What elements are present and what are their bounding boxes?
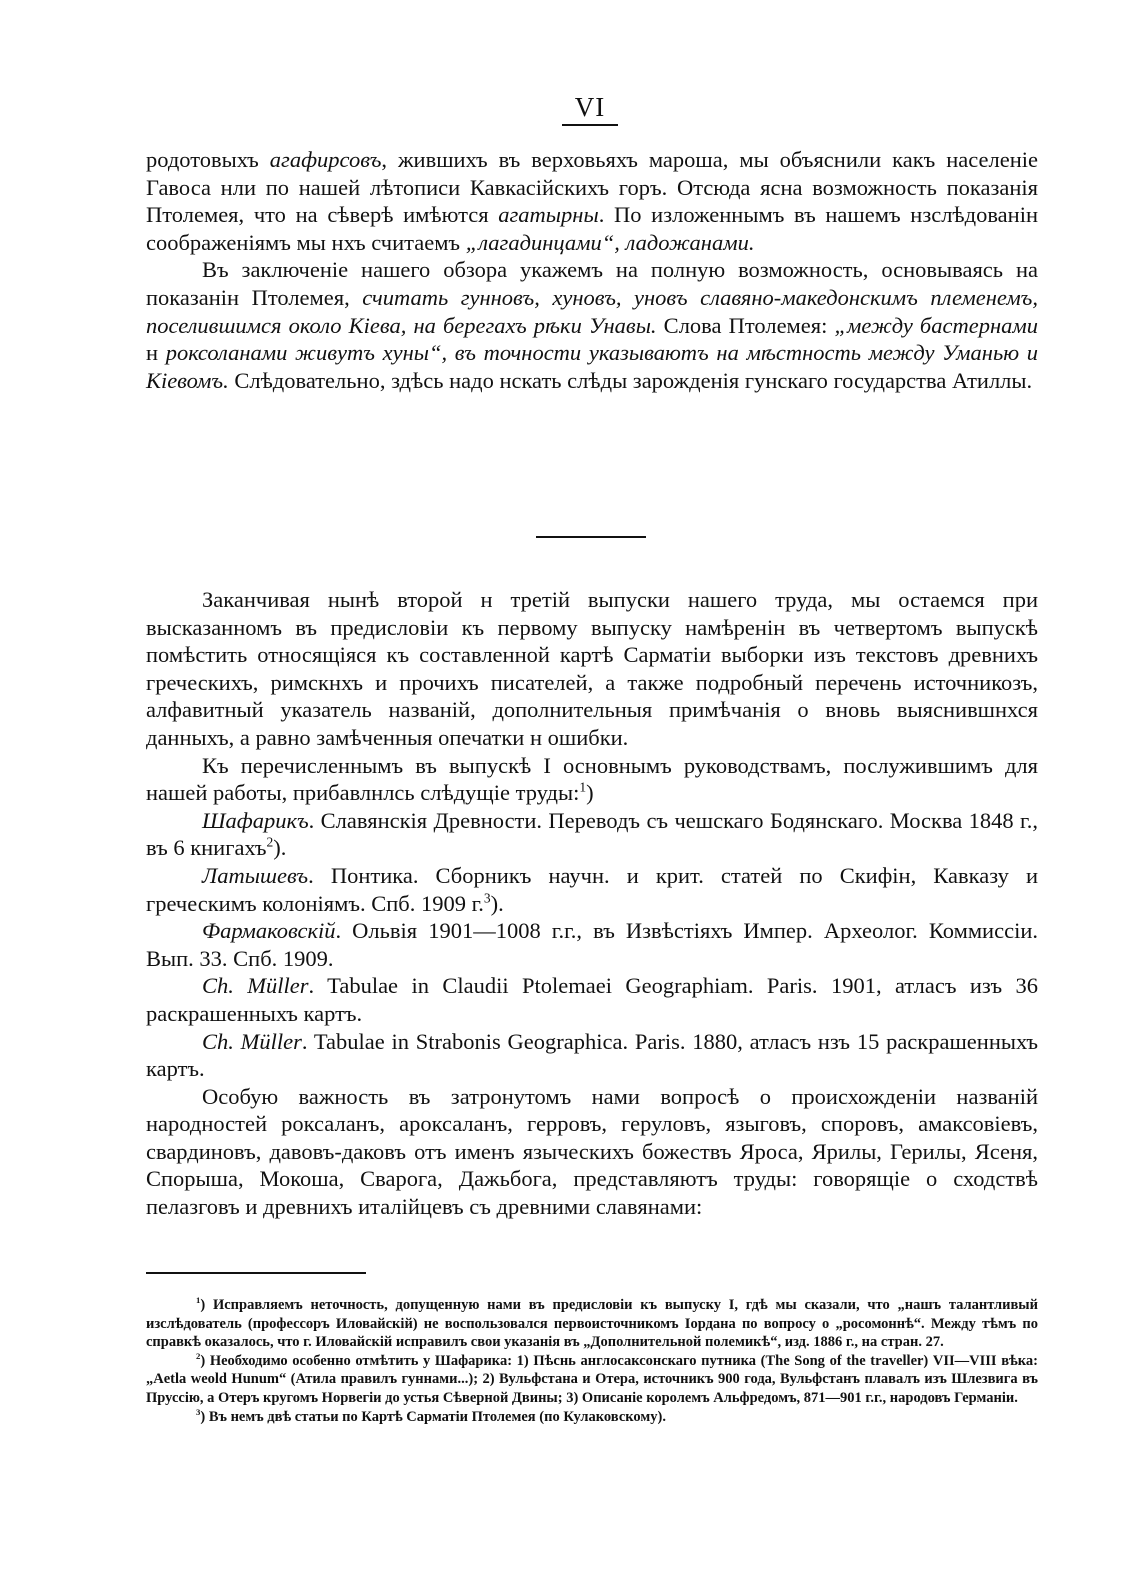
paragraph-sources-intro: Къ перечисленнымъ въ выпускѣ I основнымъ руководствамъ, послужившимъ для нашей работы, прибавлнлсь слѣдущіе труды:$^1$) [146, 752, 1038, 806]
reference-item: Шафарикъ. Славянскія Древности. Переводъ съ чешскаго Бодянскаго. Москва 1848 г., въ 6 книгахъ$^2$). [146, 807, 1038, 861]
reference-item: Фармаковскій. Ольвія 1901—1008 г.г., въ Извѣстіяхъ Импер. Археолог. Коммиссіи. Вып. 33. Спб. 1909. [146, 918, 1038, 971]
paragraph-concluding-issues: Заканчивая нынѣ второй н третій выпуски нашего труда, мы остаемся при высказанномъ въ предисловіи къ первому выпуску намѣренін въ четвертомъ выпускѣ помѣстить относящіяся къ составленной картѣ Сарматіи выборки изъ текстовъ древнихъ греческихъ, римскнхъ и прочихъ писателей, а также подробный перечень источникозъ, алфавитный указатель названій, дополнительныя примѣчанія о вновь выяснившнхся данныхъ, а равно замѣченныя опечатки н ошибки. [146, 587, 1038, 750]
page-number: VI [574, 92, 606, 122]
paragraph-huns-conclusion: Въ заключеніе нашего обзора укажемъ на полную возможность, основываясь на показанін Птолемея, считать гунновъ, хуновъ, уновъ славяно-македонскимъ племенемъ, поселившимся около Кіева, на берегахъ рѣки Унавы. Слова Птолемея: „между бастернами н роксоланами живутъ хуны“, въ точности указываютъ на мѣстность между Уманью и Кіевомъ. Слѣдовательно, здѣсь надо нскать слѣды зарожденія гунскаго государства Атиллы. [146, 257, 1038, 393]
main-section [146, 586, 1038, 1221]
intro-section [146, 146, 1038, 394]
section-separator [536, 536, 646, 538]
reference-item: Латышевъ. Понтика. Сборникъ научн. и крит. статей по Скифін, Кавказу и греческимъ колоніямъ. Спб. 1909 г.$^3$). [146, 862, 1038, 916]
reference-item: Ch. Müller. Tabulae in Strabonis Geographica. Paris. 1880, атласъ нзъ 15 раскрашенныхъ картъ. [146, 1028, 1039, 1082]
footnote: $^1$) Исправляемъ неточность, допущенную нами въ предисловіи къ выпуску I, гдѣ мы сказали, что „нашъ талантливый изслѣдователь (профессоръ Иловайскій) не воспользовался первоисточникомъ Іордана по вопросу о „росомоннѣ“. Между тѣмъ по справкѣ оказалось, что г. Иловайскій исправилъ свои указанія въ „Дополнительной полемикѣ“, изд. 1886 г., на стран. 27. [146, 1295, 1038, 1351]
reference-item: Ch. Müller. Tabulae in Claudii Ptolemaei Geographiam. Paris. 1901, атласъ изъ 36 раскрашенныхъ картъ. [146, 973, 1038, 1026]
paragraph-names-origin: Особую важность въ затронутомъ нами вопросѣ о происхожденіи названій народностей роксаланъ, ароксаланъ, герровъ, геруловъ, языговъ, споровъ, амаксовіевъ, свардиновъ, давовъ-даковъ отъ именъ языческихъ божествъ Яроса, Ярилы, Герилы, Ясеня, Спорыша, Мокоша, Сварога, Дажьбога, представляютъ труды: говорящіе о сходствѣ пелазговъ и древнихъ италійцевъ съ древними славянами: [146, 1083, 1038, 1220]
footnote-rule [146, 1272, 366, 1274]
footnotes-section [146, 1296, 1038, 1426]
footnote: $^3$) Въ немъ двѣ статьи по Картѣ Сарматіи Птолемея (по Кулаковскому). [196, 1406, 666, 1425]
footnote: $^2$) Необходимо особенно отмѣтить у Шафарика: 1) Пѣснь англосаксонскаго путника (The Song of the traveller) VII—VIII вѣка: „Aetla weold Hunum“ (Атила правилъ гуннами...); 2) Вульфстана и Отера, источникъ 900 года, Вульфстанъ плавалъ изъ Шлезвига въ Пруссію, а Отеръ кругомъ Норвегіи до устья Сѣверной Двины; 3) Описаніе королемъ Альфредомъ, 871—901 г.г., народовъ Германіи. [146, 1350, 1038, 1406]
paragraph-agathyrsi: родотовыхъ агафирсовъ, жившихъ въ верховьяхъ мароша, мы объяснили какъ населеніе Гавоса нли по нашей лѣтописи Кавкасійскихъ горъ. Отсюда ясна возможность показанія Птолемея, что на сѣверѣ имѣются агатырны. По изложеннымъ въ нашемъ нзслѣдованін соображеніямъ мы нхъ считаемъ „лагадинцами“, ладожанами. [146, 147, 1039, 255]
page-number-rule [562, 124, 618, 126]
